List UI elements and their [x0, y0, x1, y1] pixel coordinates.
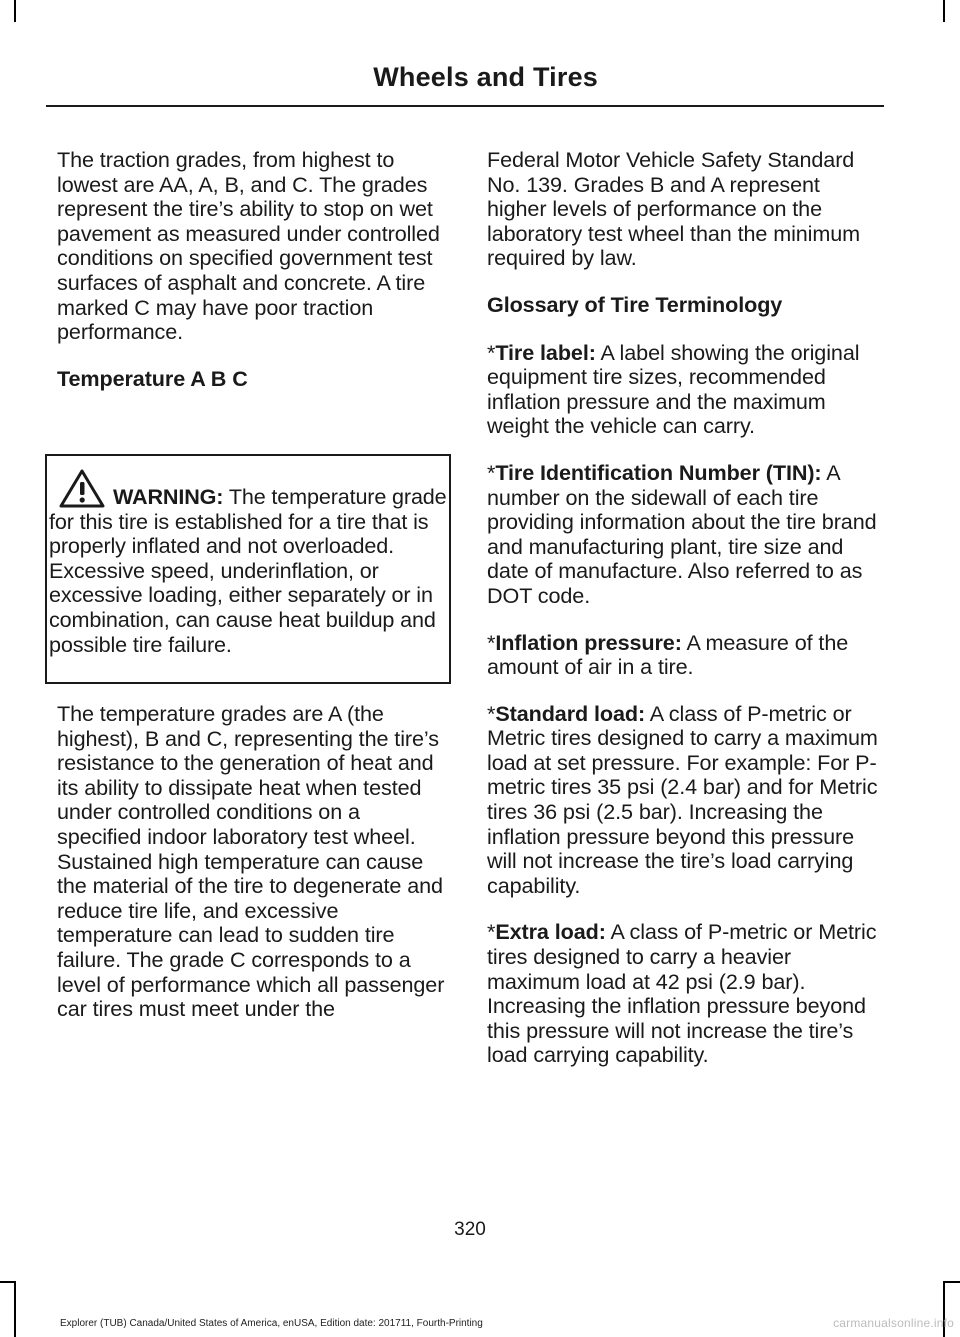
- traction-grades-paragraph: The traction grades, from highest to lowest are AA, A, B, and C. The grades represent the tire’s ability to stop on wet pavement as measured under controlled conditions on specified government test surfaces of asphalt and concrete. A tire marked C may have poor traction performance.: [57, 147, 440, 345]
- temperature-heading: Temperature A B C: [57, 365, 248, 391]
- page-section-title: Wheels and Tires: [373, 62, 598, 92]
- left-column: [57, 148, 447, 414]
- glossary-term: Tire Identification Number (TIN):: [495, 459, 822, 485]
- watermark: carmanualsonline.info: [833, 1316, 954, 1330]
- edition-footer: Explorer (TUB) Canada/United States of America, enUSA, Edition date: 201711, Fourth-Printing: [60, 1318, 483, 1329]
- warning-body: The temperature grade for this tire is established for a tire that is properly inflated and not overloaded. Excessive speed, underinflation, or excessive loading, either separately or in combination, can cause heat buildup and possible tire failure.: [49, 484, 447, 657]
- glossary-definition: A class of P-metric or Metric tires designed to carry a maximum load at set pressure. For example: For P-metric tires 35 psi (2.4 bar) and for Metric tires 36 psi (2.5 bar). Increasing the inflation pressure beyond this pressure will not increase the tire’s load carrying capability.: [487, 700, 878, 898]
- glossary-definition: A class of P-metric or Metric tires designed to carry a heavier maximum load at 42 psi (2.9 bar). Increasing the inflation pressure beyond this pressure will not increase the tire’s load carrying capability.: [487, 919, 877, 1068]
- header-divider: [46, 105, 884, 107]
- glossary-definition: A number on the sidewall of each tire providing information about the tire brand and manufacturing plant, tire size and date of manufacture. Also referred to as DOT code.: [487, 459, 877, 608]
- glossary-term: Standard load:: [495, 700, 646, 726]
- crop-mark-bottom-left-horizontal: [0, 1281, 16, 1283]
- page-number: 320: [454, 1219, 486, 1240]
- glossary-prefix: *: [487, 339, 496, 365]
- glossary-prefix: *: [487, 629, 496, 655]
- glossary-prefix: *: [487, 919, 496, 945]
- crop-mark-top-right-vertical: [943, 0, 945, 22]
- glossary-item-inflation-pressure: [487, 631, 882, 680]
- glossary-item-tire-label: [487, 341, 882, 439]
- warning-label: WARNING:: [113, 484, 224, 509]
- glossary-item-extra-load: [487, 920, 882, 1068]
- glossary-term: Extra load:: [495, 919, 606, 945]
- left-column-lower: [57, 702, 447, 1044]
- glossary-term: Tire label:: [495, 339, 596, 365]
- glossary-definition: A measure of the amount of air in a tire.: [487, 629, 849, 680]
- crop-mark-top-left-vertical: [14, 0, 16, 22]
- right-column: [487, 148, 882, 1090]
- warning-box: [45, 454, 451, 684]
- glossary-definition: A label showing the original equipment tire sizes, recommended inflation pressure and the maximum weight the vehicle can carry.: [487, 339, 860, 439]
- crop-mark-bottom-left-vertical: [14, 1281, 16, 1337]
- glossary-item-standard-load: [487, 702, 882, 899]
- crop-mark-bottom-right-horizontal: [943, 1281, 960, 1283]
- glossary-item-tin: [487, 461, 882, 609]
- glossary-prefix: *: [487, 459, 496, 485]
- temperature-grades-paragraph: The temperature grades are A (the highest), B and C, representing the tire’s resistance to the generation of heat and its ability to dissipate heat when tested under controlled conditions on a specified indoor laboratory test wheel. Sustained high temperature can cause the material of the tire to degenerate and reduce tire life, and excessive temperature can lead to sudden tire failure. The grade C corresponds to a level of performance which all passenger car tires must meet under the: [57, 701, 445, 1022]
- fmvss-paragraph: Federal Motor Vehicle Safety Standard No. 139. Grades B and A represent higher levels of performance on the laboratory test wheel than the minimum required by law.: [487, 147, 861, 271]
- glossary-heading: Glossary of Tire Terminology: [487, 291, 783, 317]
- glossary-prefix: *: [487, 700, 496, 726]
- glossary-term: Inflation pressure:: [495, 629, 682, 655]
- warning-text: [49, 485, 451, 657]
